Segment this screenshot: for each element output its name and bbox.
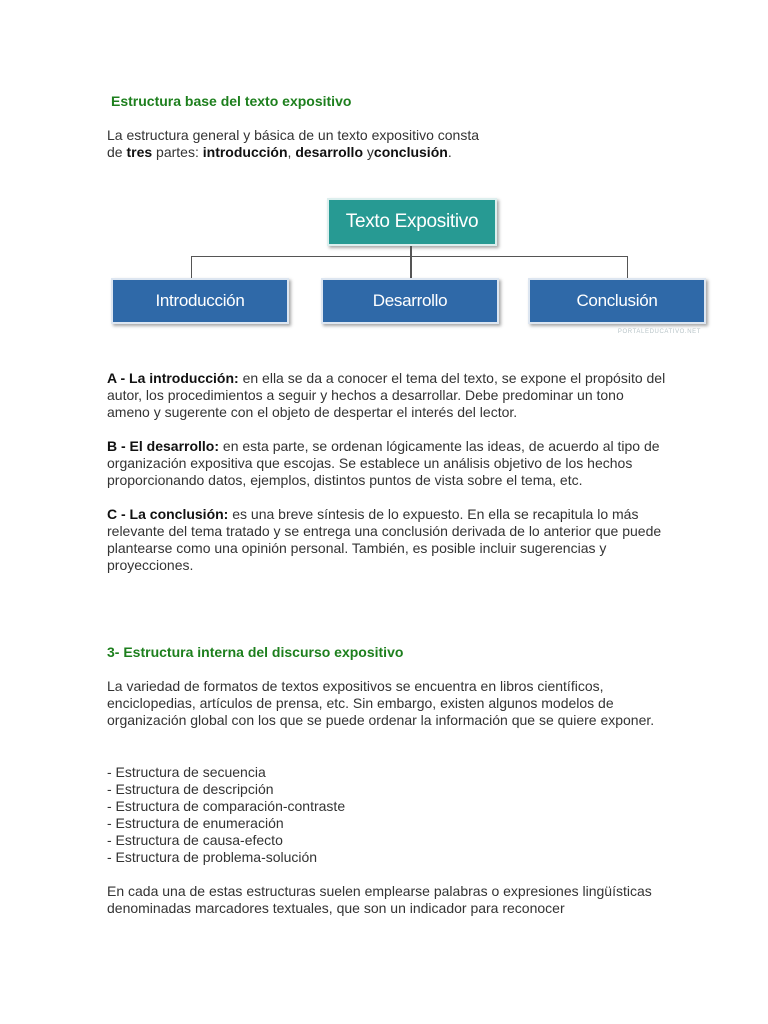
- list-item: - Estructura de descripción: [107, 781, 274, 797]
- intro-text: y: [363, 144, 374, 160]
- diagram-watermark: PORTALEDUCATIVO.NET: [617, 329, 701, 335]
- intro-text: ,: [287, 144, 296, 160]
- list-item: - Estructura de enumeración: [107, 815, 284, 831]
- part-c-label: C - La conclusión:: [107, 506, 229, 522]
- part-b-text: en esta parte, se ordenan lógicamente las ideas, de acuerdo al tipo de organización expositiva que escojas. Se establece un análisis objetivo de los hechos proporcionando datos, ejemplos, distintos puntos de vista sobre el tema, etc.: [107, 438, 660, 488]
- list-item: - Estructura de secuencia: [107, 764, 266, 780]
- list-item: - Estructura de problema-solución: [107, 849, 318, 865]
- diagram-box-introduccion: Introducción: [111, 278, 289, 324]
- section3-paragraph: La variedad de formatos de textos expositivos se encuentra en libros científicos, enciclopedias, artículos de prensa, etc. Sin embargo, existen algunos modelos de organización global con los que se puede ordenar la información que se quiere exponer.: [107, 678, 655, 728]
- structure-diagram: [107, 194, 707, 339]
- part-a-paragraph: [107, 370, 667, 421]
- part-a-label: A - La introducción:: [107, 370, 239, 386]
- intro-text: de: [107, 144, 127, 160]
- bold-desarrollo: desarrollo: [295, 144, 364, 160]
- part-c-text: es una breve síntesis de lo expuesto. En ella se recapitula lo más relevante del tema tratado y se entrega una conclusión derivada de lo anterior que puede plantearse como una opinión personal. También, es posible incluir sugerencias y proyecciones.: [107, 506, 662, 573]
- intro-text: partes:: [152, 144, 203, 160]
- section-heading-estructura-interna: 3- Estructura interna del discurso expositivo: [107, 644, 404, 660]
- list-item: - Estructura de causa-efecto: [107, 832, 283, 848]
- intro-line-1: La estructura general y básica de un texto expositivo consta: [107, 127, 479, 143]
- intro-paragraph: [107, 127, 527, 161]
- part-a-text: en ella se da a conocer el tema del texto, se expone el propósito del autor, los procedimientos a seguir y hechos a desarrollar. Debe predominar un tono ameno y sugerente con el objeto de despertar el interés del lector.: [107, 370, 666, 420]
- closing-paragraph: En cada una de estas estructuras suelen emplearse palabras o expresiones lingüísticas denominadas marcadores textuales, que son un indicador para reconocer: [107, 883, 652, 916]
- intro-text: .: [447, 144, 452, 160]
- connector-vertical-root: [410, 246, 412, 278]
- connector-right: [627, 256, 628, 278]
- list-item: - Estructura de comparación-contraste: [107, 798, 346, 814]
- part-b-label: B - El desarrollo:: [107, 438, 220, 454]
- bold-conclusion: conclusión: [373, 144, 448, 160]
- connector-horizontal: [191, 256, 628, 257]
- structure-list: [107, 764, 345, 866]
- diagram-box-desarrollo: Desarrollo: [321, 278, 499, 324]
- part-b-paragraph: [107, 438, 667, 489]
- part-c-paragraph: [107, 506, 667, 574]
- connector-left: [191, 256, 192, 278]
- diagram-box-conclusion: Conclusión: [528, 278, 706, 324]
- bold-tres: tres: [126, 144, 153, 160]
- bold-introduccion: introducción: [202, 144, 288, 160]
- section-heading-estructura-base: Estructura base del texto expositivo: [111, 93, 352, 109]
- diagram-root-box: Texto Expositivo: [327, 198, 497, 246]
